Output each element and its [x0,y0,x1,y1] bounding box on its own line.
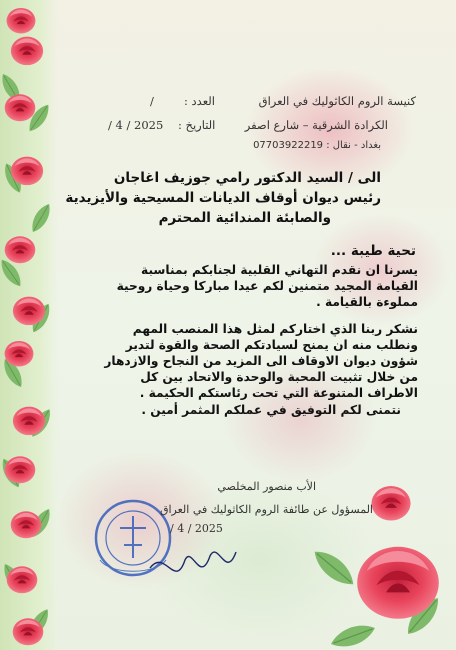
body-line: نتمنى لكم التوفيق في عملكم المثمر أمين . [141,403,401,417]
signatory-title: المسؤول عن طائفة الروم الكاثوليك في العراق [159,503,373,516]
recipient-line-3: والصابئة المندائية المحترم [158,210,331,226]
recipient-line-2: رئيس ديوان أوقاف الديانات المسيحية والأيزيدية [65,190,381,206]
body-line: الاطراف المتنوعة التي تحت رئاستكم الحكيمة . [139,386,418,400]
body-line: مملوءة بالقيامة . [316,295,418,309]
date-value: / 4 / 2025 [108,118,164,132]
date-label: التاريخ : [178,118,216,132]
number-label: العدد : [184,94,215,108]
body-line: القيامة المجيد متمنين لكم عيدا مباركا وحياة روحية [116,279,418,293]
number-value: / [150,94,154,108]
body-line: من خلال تثبيت المحبة والوحدة والاتحاد بين كل [140,370,418,384]
greeting: تحية طيبة ... [330,243,416,259]
official-stamp [96,501,170,575]
signatory-name: الأب منصور المخلصي [217,480,316,493]
body-line: ونطلب منه ان يمنح لسيادتكم الصحة والقوة لتدير [125,338,418,352]
org-name: كنيسة الروم الكاثوليك في العراق [258,94,416,108]
signature-date: / 4 / 2025 [170,522,223,535]
body-line: شؤون ديوان الاوقاف الى المزيد من النجاح والازدهار [104,354,418,368]
body-line: يسرنا ان نقدم التهاني القلبية لجنابكم بمناسبة [141,263,418,277]
recipient-line-1: الى / السيد الدكتور رامي جوزيف اغاجان [113,170,381,186]
body-line: نشكر ربنا الذي اختاركم لمثل هذا المنصب المهم [132,322,418,336]
org-address: الكرادة الشرقية – شارع اصفر [244,118,388,132]
org-contact: بغداد - نقال : 07703922219 [253,140,381,151]
